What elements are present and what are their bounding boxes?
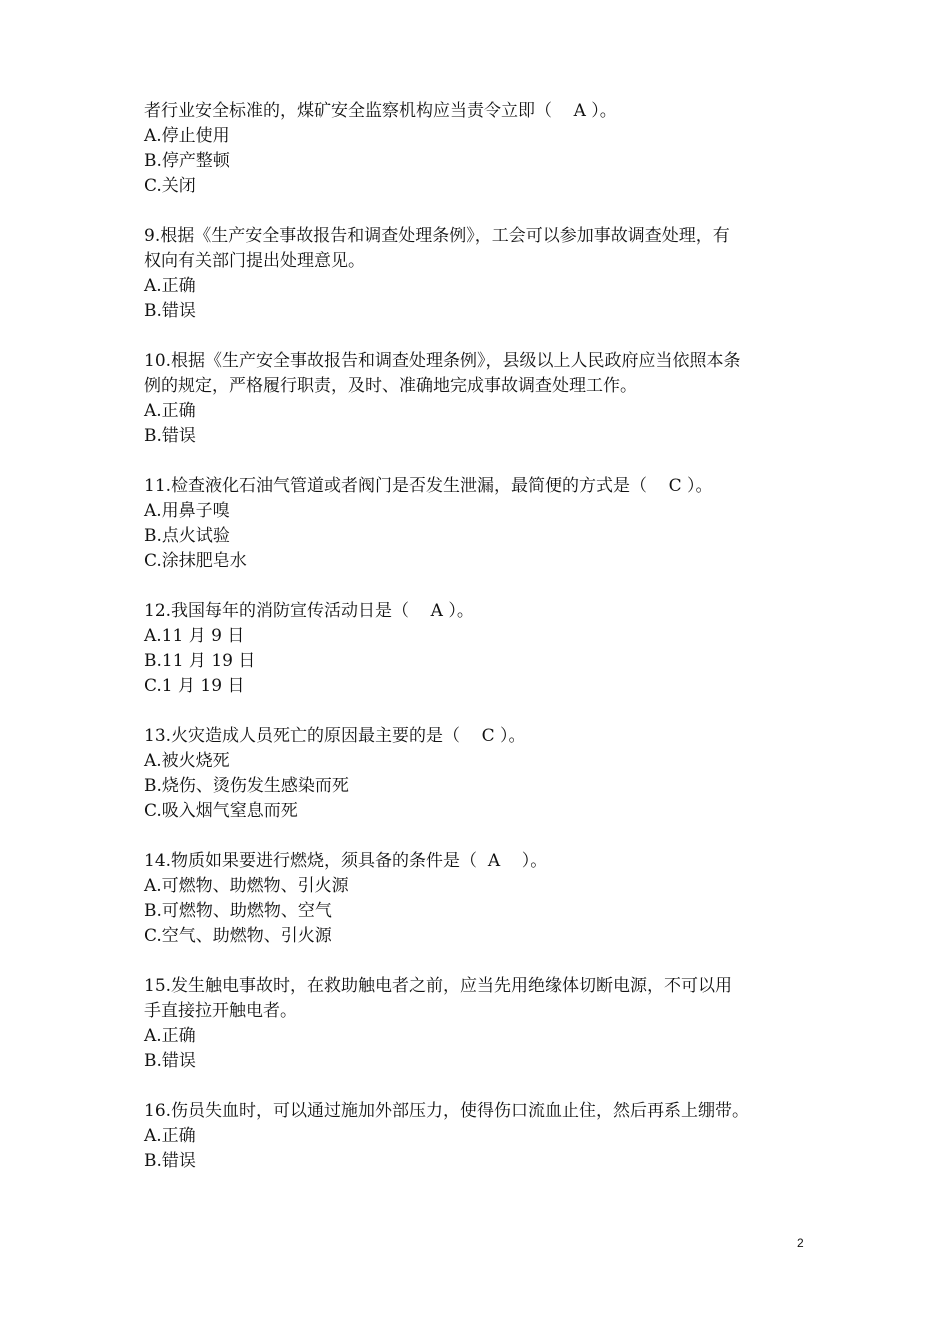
text-line: C.空气、助燃物、引火源 bbox=[144, 926, 332, 946]
blank-line bbox=[144, 824, 809, 849]
text-line: A.11 月 9 日 bbox=[144, 626, 245, 646]
text-line: C.关闭 bbox=[144, 176, 196, 196]
blank-line bbox=[144, 699, 809, 724]
text-line: 手直接拉开触电者。 bbox=[144, 1001, 297, 1021]
text-line: C.1 月 19 日 bbox=[144, 676, 245, 696]
text-line: B.错误 bbox=[144, 1051, 196, 1071]
text-line: 9.根据《生产安全事故报告和调查处理条例》，工会可以参加事故调查处理，有 bbox=[144, 226, 730, 246]
text-line: A.停止使用 bbox=[144, 126, 230, 146]
page-number: 2 bbox=[797, 1236, 804, 1250]
text-line: A.正确 bbox=[144, 401, 196, 421]
text-line: 11.检查液化石油气管道或者阀门是否发生泄漏，最简便的方式是（ C ）。 bbox=[144, 476, 713, 496]
text-line: A.正确 bbox=[144, 1026, 196, 1046]
text-line: C.涂抹肥皂水 bbox=[144, 551, 247, 571]
text-line: A.被火烧死 bbox=[144, 751, 230, 771]
text-line: 15.发生触电事故时，在救助触电者之前，应当先用绝缘体切断电源，不可以用 bbox=[144, 976, 733, 996]
text-line: B.错误 bbox=[144, 301, 196, 321]
text-line: B.点火试验 bbox=[144, 526, 230, 546]
text-line: A.正确 bbox=[144, 1126, 196, 1146]
text-line: 者行业安全标准的，煤矿安全监察机构应当责令立即（ A ）。 bbox=[144, 101, 617, 121]
question-text-block bbox=[144, 99, 809, 1174]
blank-line bbox=[144, 449, 809, 474]
text-line: B.错误 bbox=[144, 426, 196, 446]
blank-line bbox=[144, 574, 809, 599]
blank-line bbox=[144, 199, 809, 224]
text-line: 16.伤员失血时，可以通过施加外部压力，使得伤口流血止住，然后再系上绷带。 bbox=[144, 1101, 750, 1121]
text-line: C.吸入烟气窒息而死 bbox=[144, 801, 298, 821]
text-line: 权向有关部门提出处理意见。 bbox=[144, 251, 365, 271]
text-line: A.用鼻子嗅 bbox=[144, 501, 230, 521]
text-line: B.烧伤、烫伤发生感染而死 bbox=[144, 776, 349, 796]
text-line: A.正确 bbox=[144, 276, 196, 296]
text-line: B.停产整顿 bbox=[144, 151, 230, 171]
text-line: 12.我国每年的消防宣传活动日是（ A ）。 bbox=[144, 601, 474, 621]
text-line: 14.物质如果要进行燃烧，须具备的条件是（ A ）。 bbox=[144, 851, 548, 871]
blank-line bbox=[144, 324, 809, 349]
blank-line bbox=[144, 949, 809, 974]
text-line: B.错误 bbox=[144, 1151, 196, 1171]
text-line: B.11 月 19 日 bbox=[144, 651, 256, 671]
text-line: 13.火灾造成人员死亡的原因最主要的是（ C ）。 bbox=[144, 726, 526, 746]
text-line: 例的规定，严格履行职责，及时、准确地完成事故调查处理工作。 bbox=[144, 376, 637, 396]
text-line: 10.根据《生产安全事故报告和调查处理条例》，县级以上人民政府应当依照本条 bbox=[144, 351, 741, 371]
text-line: A.可燃物、助燃物、引火源 bbox=[144, 876, 349, 896]
text-line: B.可燃物、助燃物、空气 bbox=[144, 901, 332, 921]
blank-line bbox=[144, 1074, 809, 1099]
